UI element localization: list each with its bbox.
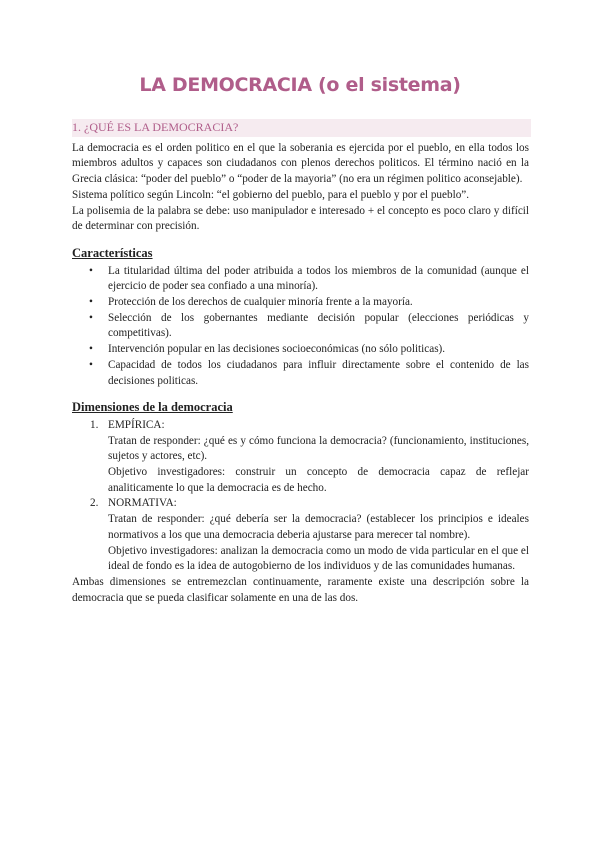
paragraph-lincoln: Sistema político según Lincoln: “el gobierno del pueblo, para el pueblo y por el pueblo”. (72, 188, 470, 201)
paragraph-polisemia: La polisemia de la palabra se debe: uso manipulador e interesado + el concepto es poco claro y difícil de determinar con precisión. (72, 204, 529, 233)
document-title: LA DEMOCRACIA (o el sistema) (139, 74, 461, 96)
list-item: • Intervención popular en las decisiones socioeconómicas (no sólo politicas). (72, 342, 529, 358)
paragraph-definition: La democracia es el orden politico en el que la soberania es ejercida por el pueblo, en ella todos los miembros adultos y capaces son ciudadanos con plenos derechos politicos. El término nació en la Grecia clásica: “poder del pueblo” o “poder de la mayoria” (no era un régimen politico aconsejable). (72, 141, 529, 186)
list-item-empirica (72, 418, 529, 497)
list-item: • Capacidad de todos los ciudadanos para influir directamente sobre el contenido de las decisiones politicas. (72, 358, 529, 389)
item-label: EMPÍRICA: (108, 418, 165, 431)
paragraph-closing: Ambas dimensiones se entremezclan continuamente, raramente existe una descripción sobre la democracia que se pueda clasificar solamente en una de las dos. (72, 575, 529, 604)
item-line: Tratan de responder: ¿qué es y cómo funciona la democracia? (funcionamiento, instituciones, sujetos y actores, etc). (108, 434, 529, 463)
item-number: 2. (90, 497, 99, 510)
item-number: 1. (90, 418, 99, 431)
item-line: Tratan de responder: ¿qué debería ser la democracia? (establecer los principios e ideales normativos a los que una democracia deberia ajustarse para merecer tal nombre). (108, 513, 529, 541)
section-heading-que-es: 1. ¿QUÉ ES LA DEMOCRACIA? (72, 119, 531, 137)
item-line: Objetivo investigadores: analizan la democracia como un modo de vida particular en el que el ideal de fondo es la idea de autogobierno de los individuos y de las comunidades humanas. (108, 544, 529, 573)
list-item: • Protección de los derechos de cualquier minoría frente a la mayoría. (72, 295, 529, 311)
heading-caracteristicas: Características (72, 245, 153, 260)
list-item-normativa (72, 496, 529, 575)
item-label: NORMATIVA: (108, 497, 177, 510)
list-item: • La titularidad última del poder atribuida a todos los miembros de la comunidad (aunque el ejercicio de poder sea confiado a una minoría). (72, 264, 529, 295)
list-item: • Selección de los gobernantes mediante decisión popular (elecciones periódicas y competitivas). (72, 311, 529, 342)
document-body (72, 119, 529, 606)
caracteristicas-list (72, 264, 529, 390)
dimensiones-list (72, 418, 529, 575)
item-line: Objetivo investigadores: construir un concepto de democracia capaz de reflejar analiticamente lo que la democracia es de hecho. (108, 466, 529, 494)
heading-dimensiones: Dimensiones de la democracia (72, 400, 233, 415)
